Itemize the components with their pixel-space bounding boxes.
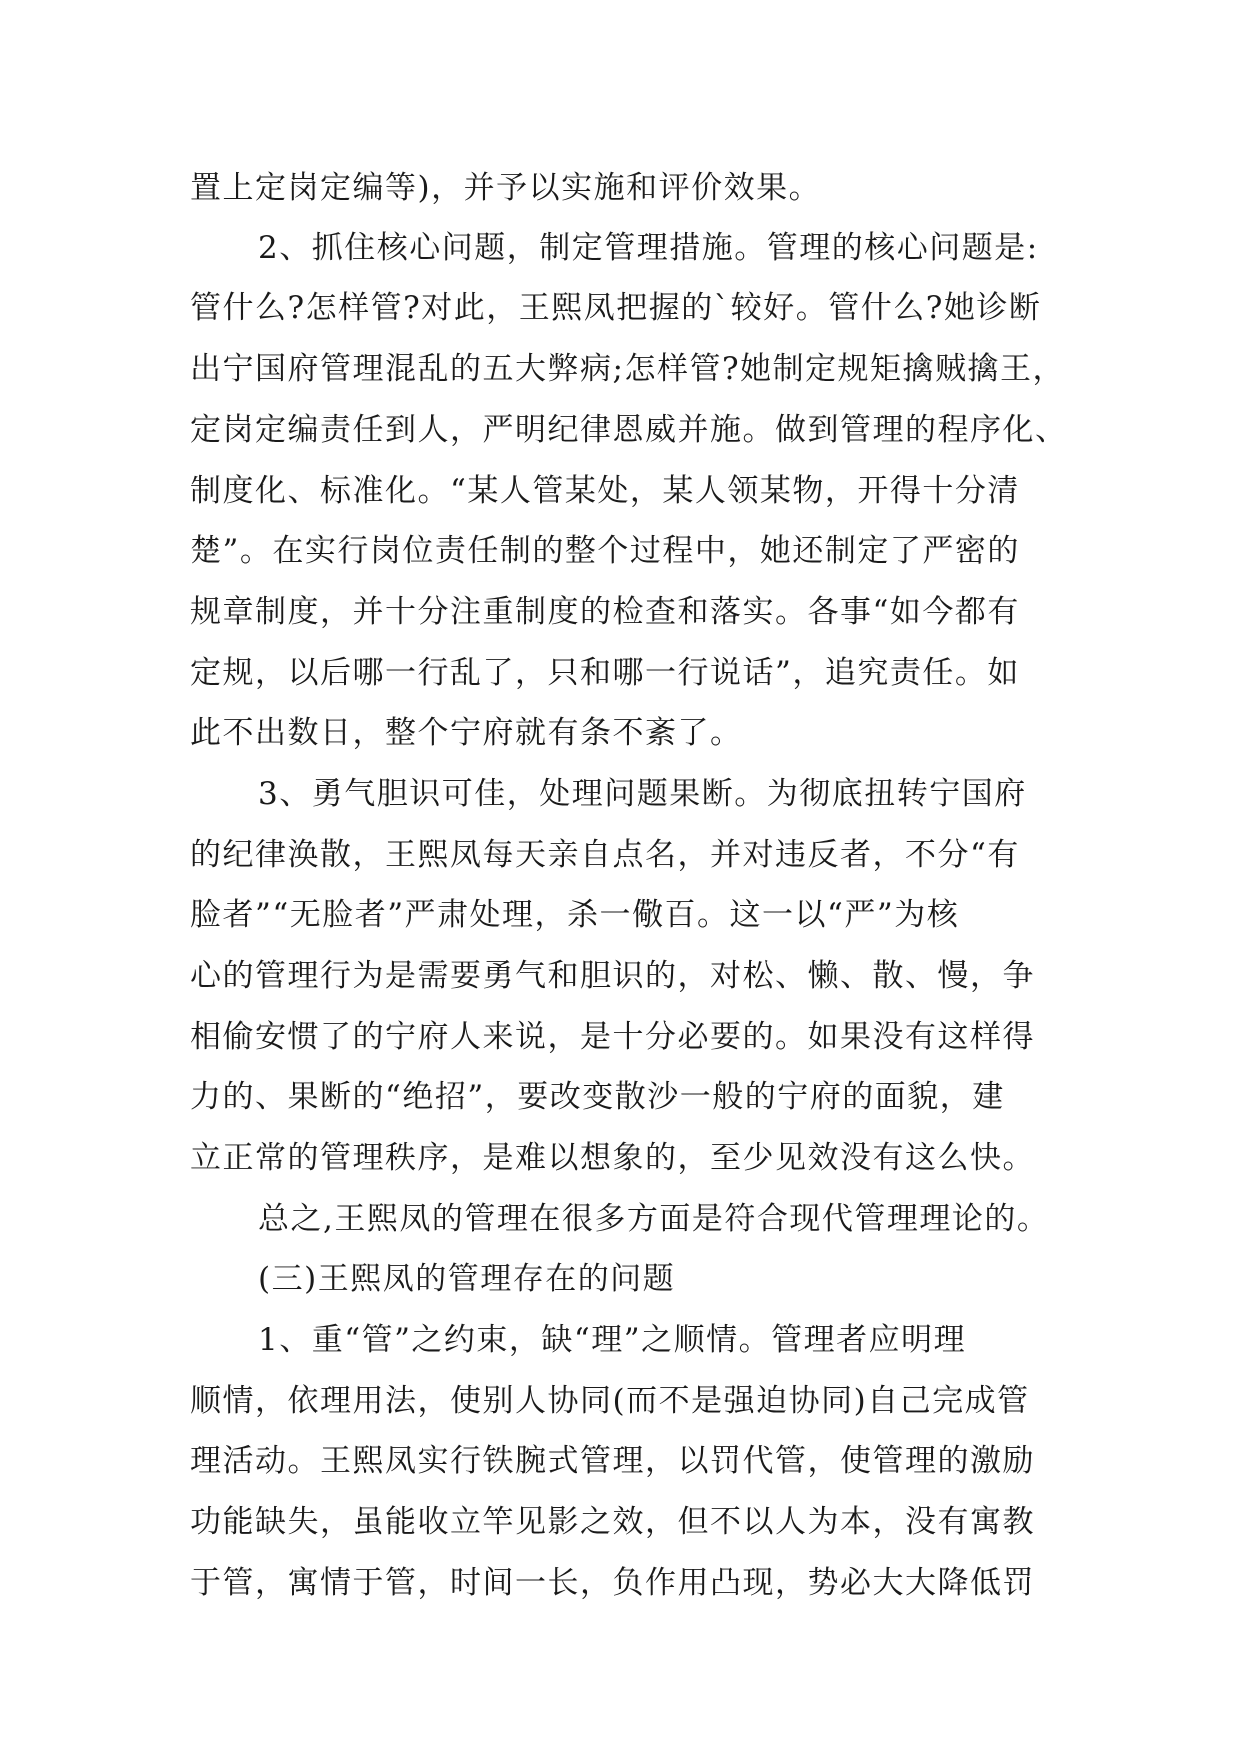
text-line: 置上定岗定编等)，并予以实施和评价效果。 bbox=[190, 170, 822, 206]
text-line: 管什么?怎样管?对此，王熙凤把握的`较好。管什么?她诊断 bbox=[190, 290, 1042, 326]
text-line: 制度化、标准化。“某人管某处，某人领某物，开得十分清 bbox=[190, 473, 1020, 509]
text-line: 力的、果断的“绝招”，要改变散沙一般的宁府的面貌，建 bbox=[190, 1079, 1005, 1115]
text-line: 规章制度，并十分注重制度的检查和落实。各事“如今都有 bbox=[190, 594, 1020, 630]
summary-line: 总之,王熙凤的管理在很多方面是符合现代管理理论的。 bbox=[258, 1201, 1050, 1237]
text-line: 出宁国府管理混乱的五大弊病;怎样管?她制定规矩擒贼擒王， bbox=[190, 351, 1066, 387]
text-line: 功能缺失，虽能收立竿见影之效，但不以人为本，没有寓教 bbox=[190, 1504, 1035, 1540]
section-item-1-heading: 1、重“管”之约束，缺“理”之顺情。管理者应明理 bbox=[258, 1322, 967, 1358]
text-line: 的纪律涣散，王熙凤每天亲自点名，并对违反者，不分“有 bbox=[190, 837, 1020, 873]
text-line: 于管，寓情于管，时间一长，负作用凸现，势必大大降低罚 bbox=[190, 1565, 1035, 1601]
text-line: 楚”。在实行岗位责任制的整个过程中，她还制定了严密的 bbox=[190, 533, 1020, 569]
text-line: 理活动。王熙凤实行铁腕式管理，以罚代管，使管理的激励 bbox=[190, 1443, 1035, 1479]
text-line: 相偷安惯了的宁府人来说，是十分必要的。如果没有这样得 bbox=[190, 1019, 1035, 1055]
text-line: 心的管理行为是需要勇气和胆识的，对松、懒、散、慢，争 bbox=[190, 958, 1035, 994]
text-line: 立正常的管理秩序，是难以想象的，至少见效没有这么快。 bbox=[190, 1140, 1035, 1176]
section-item-2-heading: 2、抓住核心问题，制定管理措施。管理的核心问题是: bbox=[258, 230, 1039, 266]
section-item-3-heading: 3、勇气胆识可佳，处理问题果断。为彻底扭转宁国府 bbox=[258, 776, 1027, 812]
text-line: 顺情，依理用法，使别人协同(而不是强迫协同)自己完成管 bbox=[190, 1383, 1030, 1419]
text-line: 脸者”“无脸者”严肃处理，杀一儆百。这一以“严”为核 bbox=[190, 897, 960, 933]
text-line: 定规，以后哪一行乱了，只和哪一行说话”，追究责任。如 bbox=[190, 655, 1020, 691]
text-line: 此不出数日，整个宁府就有条不紊了。 bbox=[190, 715, 743, 751]
text-line: 定岗定编责任到人，严明纪律恩威并施。做到管理的程序化、 bbox=[190, 412, 1068, 448]
section-heading: (三)王熙凤的管理存在的问题 bbox=[258, 1261, 676, 1297]
